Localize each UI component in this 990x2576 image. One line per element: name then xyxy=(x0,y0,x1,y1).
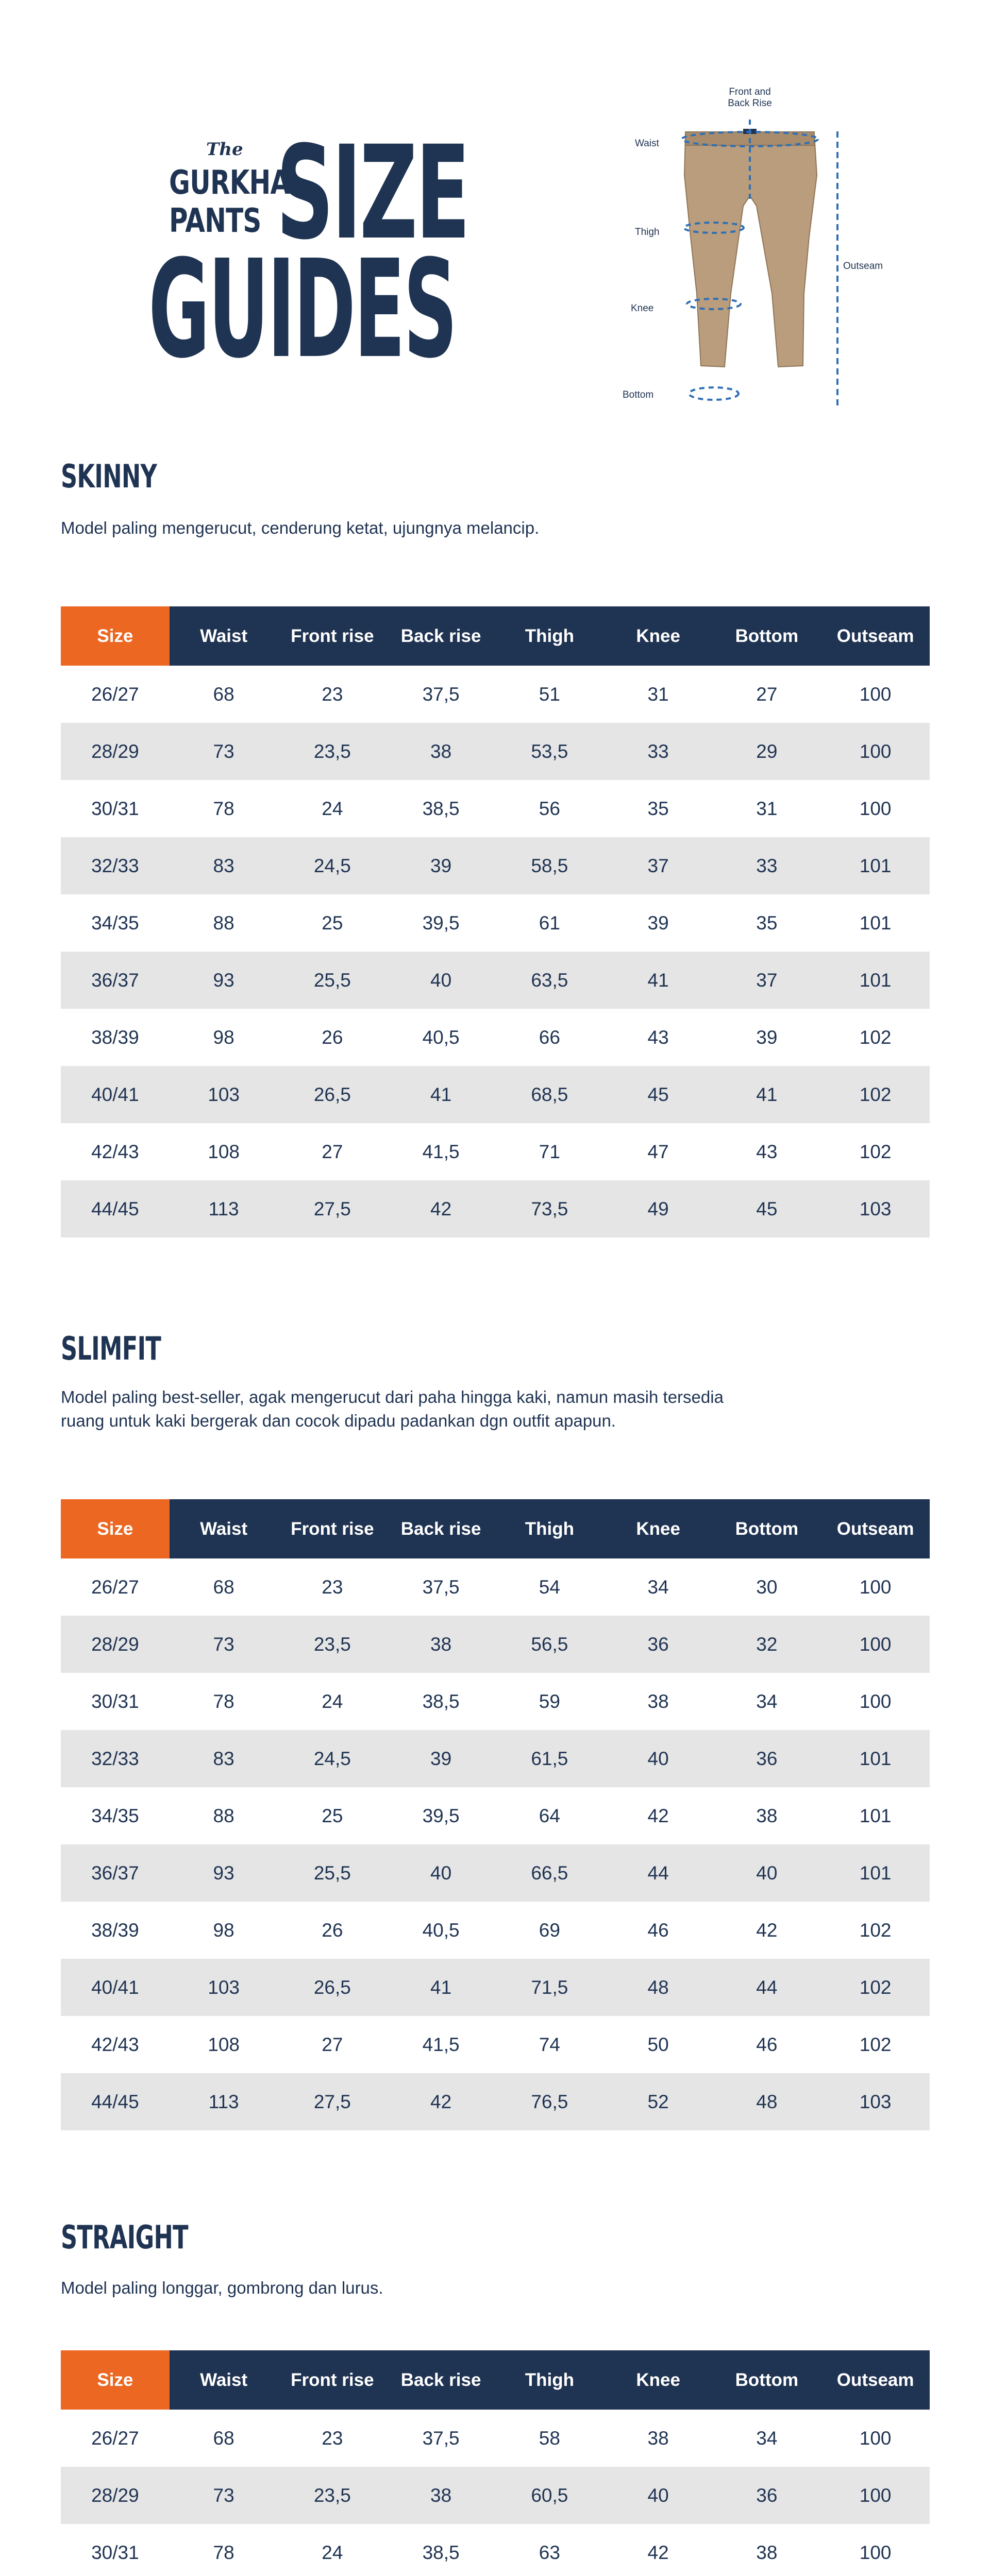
section-title: SKINNY xyxy=(61,457,157,495)
measurement-cell: 88 xyxy=(213,912,234,934)
measurement-cell: 100 xyxy=(859,1690,892,1712)
measurement-cell: 108 xyxy=(208,1141,240,1162)
size-cell: 30/31 xyxy=(91,798,139,819)
measurement-cell: 25,5 xyxy=(278,952,387,1009)
measurement-cell: 23,5 xyxy=(278,1616,387,1673)
front-back-rise-label-1: Front and xyxy=(729,87,771,97)
measurement-cell: 27,5 xyxy=(278,1180,387,1238)
measurement-cell: 100 xyxy=(859,1576,892,1598)
measurement-cell: 39 xyxy=(756,1026,778,1048)
measurement-cell: 26,5 xyxy=(278,1066,387,1123)
measurement-cell: 60,5 xyxy=(495,2467,604,2524)
column-header: Front rise xyxy=(278,2350,387,2410)
pants-diagram-svg xyxy=(608,77,883,412)
measurement-cell: 37 xyxy=(713,952,821,1009)
column-header: Back rise xyxy=(387,606,495,666)
measurement-cell: 23,5 xyxy=(278,2467,387,2524)
measurement-cell: 61,5 xyxy=(495,1730,604,1787)
size-cell: 42/43 xyxy=(91,1141,139,1162)
logo-pants-text: PANTS xyxy=(169,202,261,240)
measurement-cell: 46 xyxy=(756,2033,778,2055)
measurement-cell: 34 xyxy=(756,2427,778,2449)
measurement-cell: 101 xyxy=(821,837,930,894)
measurement-cell: 63,5 xyxy=(495,952,604,1009)
measurement-cell: 73 xyxy=(170,1616,278,1673)
table-row xyxy=(61,1673,930,1730)
column-header: Knee xyxy=(604,2350,713,2410)
waist-label: Waist xyxy=(635,138,659,149)
table-row xyxy=(61,2016,930,2073)
measurement-cell: 39 xyxy=(387,837,495,894)
measurement-cell: 113 xyxy=(170,1180,278,1238)
measurement-cell: 101 xyxy=(821,1730,930,1787)
measurement-cell: 102 xyxy=(821,1959,930,2016)
measurement-cell: 24,5 xyxy=(278,1730,387,1787)
knee-label: Knee xyxy=(631,303,654,314)
table-header-row xyxy=(61,2350,930,2410)
measurement-cell: 78 xyxy=(213,1690,234,1712)
measurement-cell: 102 xyxy=(859,2033,892,2055)
measurement-cell: 37 xyxy=(604,837,713,894)
measurement-cell: 23,5 xyxy=(278,723,387,780)
size-cell: 38/39 xyxy=(91,1026,139,1048)
measurement-cell: 93 xyxy=(170,1844,278,1902)
column-header: Size xyxy=(61,606,170,666)
measurement-cell: 93 xyxy=(170,952,278,1009)
table-row xyxy=(61,723,930,780)
measurement-cell: 73,5 xyxy=(495,1180,604,1238)
measurement-cell: 74 xyxy=(539,2033,560,2055)
measurement-cell: 41,5 xyxy=(422,2033,460,2055)
measurement-cell: 38,5 xyxy=(422,798,460,819)
table-row xyxy=(61,2073,930,2130)
measurement-cell: 100 xyxy=(859,683,892,705)
logo-size-text: SIZE xyxy=(276,118,468,268)
logo-gurkha-text: GURKHA xyxy=(169,164,290,202)
column-header: Knee xyxy=(604,1499,713,1558)
measurement-cell: 27 xyxy=(322,2033,343,2055)
table-header-row xyxy=(61,1499,930,1558)
measurement-cell: 68 xyxy=(213,683,234,705)
thigh-label: Thigh xyxy=(635,227,660,238)
measurement-cell: 25 xyxy=(322,912,343,934)
size-cell: 40/41 xyxy=(61,1066,170,1123)
measurement-cell: 23 xyxy=(322,683,343,705)
measurement-cell: 58 xyxy=(539,2427,560,2449)
measurement-cell: 36 xyxy=(713,2467,821,2524)
measurement-cell: 45 xyxy=(713,1180,821,1238)
measurement-cell: 48 xyxy=(713,2073,821,2130)
table-row xyxy=(61,666,930,723)
size-cell: 44/45 xyxy=(61,1180,170,1238)
measurement-cell: 31 xyxy=(756,798,778,819)
measurement-cell: 38 xyxy=(756,2541,778,2563)
measurement-cell: 35 xyxy=(647,798,669,819)
measurement-cell: 59 xyxy=(539,1690,560,1712)
size-cell: 34/35 xyxy=(91,912,139,934)
measurement-cell: 101 xyxy=(859,912,892,934)
table-row xyxy=(61,2410,930,2467)
column-header: Front rise xyxy=(278,606,387,666)
measurement-cell: 47 xyxy=(647,1141,669,1162)
size-cell: 26/27 xyxy=(91,1576,139,1598)
measurement-cell: 26,5 xyxy=(278,1959,387,2016)
measurement-cell: 66 xyxy=(539,1026,560,1048)
measurement-cell: 73 xyxy=(170,723,278,780)
column-header: Thigh xyxy=(495,606,604,666)
measurement-cell: 23 xyxy=(322,2427,343,2449)
bottom-ellipse xyxy=(689,387,739,400)
measurement-cell: 38 xyxy=(756,1805,778,1826)
size-cell: 36/37 xyxy=(61,1844,170,1902)
table-row xyxy=(61,1123,930,1180)
measurement-cell: 103 xyxy=(821,2073,930,2130)
measurement-cell: 45 xyxy=(604,1066,713,1123)
measurement-cell: 50 xyxy=(647,2033,669,2055)
measurement-cell: 38 xyxy=(387,723,495,780)
table-row xyxy=(61,1558,930,1616)
measurement-cell: 40 xyxy=(713,1844,821,1902)
measurement-cell: 43 xyxy=(647,1026,669,1048)
measurement-cell: 35 xyxy=(756,912,778,934)
size-cell: 26/27 xyxy=(91,2427,139,2449)
measurement-cell: 52 xyxy=(604,2073,713,2130)
measurement-cell: 76,5 xyxy=(495,2073,604,2130)
size-cell: 44/45 xyxy=(61,2073,170,2130)
measurement-cell: 49 xyxy=(604,1180,713,1238)
measurement-cell: 78 xyxy=(213,2541,234,2563)
measurement-cell: 38,5 xyxy=(422,1690,460,1712)
table-row xyxy=(61,837,930,894)
measurement-cell: 58,5 xyxy=(495,837,604,894)
column-header: Outseam xyxy=(821,1499,930,1558)
measurement-cell: 38 xyxy=(387,1616,495,1673)
measurement-cell: 103 xyxy=(821,1180,930,1238)
section-title: STRAIGHT xyxy=(61,2218,188,2256)
measurement-cell: 44 xyxy=(604,1844,713,1902)
measurement-cell: 53,5 xyxy=(495,723,604,780)
table-row xyxy=(61,780,930,837)
measurement-cell: 25 xyxy=(322,1805,343,1826)
measurement-cell: 48 xyxy=(604,1959,713,2016)
measurement-cell: 88 xyxy=(213,1805,234,1826)
measurement-cell: 83 xyxy=(170,837,278,894)
column-header: Back rise xyxy=(387,2350,495,2410)
size-cell: 34/35 xyxy=(91,1805,139,1826)
table-row xyxy=(61,1066,930,1123)
size-cell: 40/41 xyxy=(61,1959,170,2016)
logo-guides-text: GUIDES xyxy=(148,231,456,388)
measurement-cell: 24,5 xyxy=(278,837,387,894)
measurement-cell: 26 xyxy=(322,1026,343,1048)
measurement-cell: 41 xyxy=(387,1959,495,2016)
measurement-cell: 39,5 xyxy=(422,912,460,934)
size-cell: 42/43 xyxy=(91,2033,139,2055)
table-row xyxy=(61,2524,930,2576)
measurement-cell: 102 xyxy=(859,1919,892,1941)
measurement-cell: 42 xyxy=(647,1805,669,1826)
measurement-cell: 101 xyxy=(821,952,930,1009)
size-table-straight xyxy=(61,2350,930,2576)
measurement-cell: 100 xyxy=(821,723,930,780)
table-row xyxy=(61,1730,930,1787)
column-header: Waist xyxy=(170,606,278,666)
measurement-cell: 33 xyxy=(604,723,713,780)
measurement-cell: 27,5 xyxy=(278,2073,387,2130)
measurement-cell: 41 xyxy=(604,952,713,1009)
measurement-cell: 78 xyxy=(213,798,234,819)
column-header: Back rise xyxy=(387,1499,495,1558)
measurement-cell: 100 xyxy=(859,2427,892,2449)
measurement-cell: 63 xyxy=(539,2541,560,2563)
measurement-cell: 68 xyxy=(213,2427,234,2449)
measurement-cell: 46 xyxy=(647,1919,669,1941)
column-header: Thigh xyxy=(495,1499,604,1558)
measurement-cell: 102 xyxy=(821,1066,930,1123)
measurement-cell: 26 xyxy=(322,1919,343,1941)
measurement-cell: 29 xyxy=(713,723,821,780)
measurement-cell: 33 xyxy=(713,837,821,894)
table-row xyxy=(61,1787,930,1844)
column-header: Bottom xyxy=(713,2350,821,2410)
measurement-cell: 56 xyxy=(539,798,560,819)
measurement-cell: 100 xyxy=(859,798,892,819)
size-table-slimfit xyxy=(61,1499,930,2130)
measurement-cell: 102 xyxy=(859,1141,892,1162)
logo-the-text: The xyxy=(206,139,243,160)
section-title: SLIMFIT xyxy=(61,1330,161,1367)
measurement-cell: 68 xyxy=(213,1576,234,1598)
measurement-cell: 44 xyxy=(713,1959,821,2016)
measurement-cell: 56,5 xyxy=(495,1616,604,1673)
measurement-cell: 30 xyxy=(756,1576,778,1598)
measurement-cell: 100 xyxy=(821,2467,930,2524)
measurement-cell: 32 xyxy=(713,1616,821,1673)
measurement-cell: 71 xyxy=(539,1141,560,1162)
table-row xyxy=(61,1959,930,2016)
column-header: Knee xyxy=(604,606,713,666)
measurement-cell: 40 xyxy=(387,1844,495,1902)
measurement-cell: 108 xyxy=(208,2033,240,2055)
size-cell: 30/31 xyxy=(91,2541,139,2563)
measurement-cell: 27 xyxy=(322,1141,343,1162)
measurement-cell: 41 xyxy=(387,1066,495,1123)
column-header: Front rise xyxy=(278,1499,387,1558)
measurement-cell: 38 xyxy=(387,2467,495,2524)
column-header: Size xyxy=(61,1499,170,1558)
measurement-cell: 37,5 xyxy=(422,2427,460,2449)
measurement-cell: 43 xyxy=(756,1141,778,1162)
measurement-cell: 98 xyxy=(213,1026,234,1048)
brand-logo xyxy=(148,118,468,388)
measurement-cell: 101 xyxy=(821,1844,930,1902)
measurement-cell: 36 xyxy=(713,1730,821,1787)
measurement-cell: 40 xyxy=(387,952,495,1009)
table-row xyxy=(61,1902,930,1959)
column-header: Bottom xyxy=(713,606,821,666)
measurement-cell: 34 xyxy=(756,1690,778,1712)
measurement-cell: 51 xyxy=(539,683,560,705)
column-header: Thigh xyxy=(495,2350,604,2410)
column-header: Waist xyxy=(170,1499,278,1558)
measurement-cell: 40 xyxy=(604,2467,713,2524)
measurement-cell: 36 xyxy=(604,1616,713,1673)
pants-measurement-diagram xyxy=(608,77,883,412)
table-header-row xyxy=(61,606,930,666)
measurement-cell: 73 xyxy=(170,2467,278,2524)
measurement-cell: 100 xyxy=(859,2541,892,2563)
measurement-cell: 41 xyxy=(713,1066,821,1123)
measurement-cell: 31 xyxy=(647,683,669,705)
measurement-cell: 68,5 xyxy=(495,1066,604,1123)
measurement-cell: 25,5 xyxy=(278,1844,387,1902)
measurement-cell: 23 xyxy=(322,1576,343,1598)
measurement-cell: 37,5 xyxy=(422,683,460,705)
size-cell: 28/29 xyxy=(61,2467,170,2524)
size-cell: 26/27 xyxy=(91,683,139,705)
measurement-cell: 103 xyxy=(170,1066,278,1123)
measurement-cell: 83 xyxy=(170,1730,278,1787)
section-description: Model paling best-seller, agak mengerucut dari paha hingga kaki, namun masih tersedia ruang untuk kaki bergerak dan cocok dipadu padankan dgn outfit apapun. xyxy=(61,1387,724,1430)
measurement-cell: 27 xyxy=(756,683,778,705)
measurement-cell: 39 xyxy=(647,912,669,934)
column-header: Bottom xyxy=(713,1499,821,1558)
measurement-cell: 24 xyxy=(322,798,343,819)
measurement-cell: 34 xyxy=(647,1576,669,1598)
size-cell: 30/31 xyxy=(91,1690,139,1712)
table-row xyxy=(61,894,930,952)
measurement-cell: 42 xyxy=(387,1180,495,1238)
measurement-cell: 42 xyxy=(756,1919,778,1941)
column-header: Outseam xyxy=(821,606,930,666)
measurement-cell: 61 xyxy=(539,912,560,934)
front-back-rise-label-2: Back Rise xyxy=(728,98,772,109)
size-cell: 28/29 xyxy=(61,723,170,780)
table-row xyxy=(61,1844,930,1902)
measurement-cell: 38,5 xyxy=(422,2541,460,2563)
table-row xyxy=(61,1616,930,1673)
size-table-skinny xyxy=(61,606,930,1238)
measurement-cell: 39 xyxy=(387,1730,495,1787)
table-row xyxy=(61,1180,930,1238)
measurement-cell: 40 xyxy=(604,1730,713,1787)
measurement-cell: 24 xyxy=(322,1690,343,1712)
size-cell: 32/33 xyxy=(61,1730,170,1787)
measurement-cell: 69 xyxy=(539,1919,560,1941)
measurement-cell: 113 xyxy=(170,2073,278,2130)
table-row xyxy=(61,952,930,1009)
measurement-cell: 101 xyxy=(859,1805,892,1826)
size-cell: 32/33 xyxy=(61,837,170,894)
measurement-cell: 40,5 xyxy=(422,1026,460,1048)
measurement-cell: 103 xyxy=(170,1959,278,2016)
measurement-cell: 66,5 xyxy=(495,1844,604,1902)
measurement-cell: 39,5 xyxy=(422,1805,460,1826)
size-cell: 36/37 xyxy=(61,952,170,1009)
table-row xyxy=(61,1009,930,1066)
measurement-cell: 41,5 xyxy=(422,1141,460,1162)
measurement-cell: 42 xyxy=(387,2073,495,2130)
measurement-cell: 40,5 xyxy=(422,1919,460,1941)
measurement-cell: 54 xyxy=(539,1576,560,1598)
measurement-cell: 42 xyxy=(647,2541,669,2563)
size-cell: 28/29 xyxy=(61,1616,170,1673)
bottom-label: Bottom xyxy=(623,389,654,400)
measurement-cell: 71,5 xyxy=(495,1959,604,2016)
measurement-cell: 37,5 xyxy=(422,1576,460,1598)
table-row xyxy=(61,2467,930,2524)
measurement-cell: 64 xyxy=(539,1805,560,1826)
measurement-cell: 38 xyxy=(647,1690,669,1712)
section-description: Model paling longgar, gombrong dan lurus. xyxy=(61,2278,383,2297)
measurement-cell: 38 xyxy=(647,2427,669,2449)
measurement-cell: 98 xyxy=(213,1919,234,1941)
section-description: Model paling mengerucut, cenderung ketat, ujungnya melancip. xyxy=(61,518,540,537)
column-header: Waist xyxy=(170,2350,278,2410)
measurement-cell: 100 xyxy=(821,1616,930,1673)
measurement-cell: 24 xyxy=(322,2541,343,2563)
outseam-label: Outseam xyxy=(843,261,883,272)
column-header: Outseam xyxy=(821,2350,930,2410)
size-cell: 38/39 xyxy=(91,1919,139,1941)
column-header: Size xyxy=(61,2350,170,2410)
measurement-cell: 102 xyxy=(859,1026,892,1048)
